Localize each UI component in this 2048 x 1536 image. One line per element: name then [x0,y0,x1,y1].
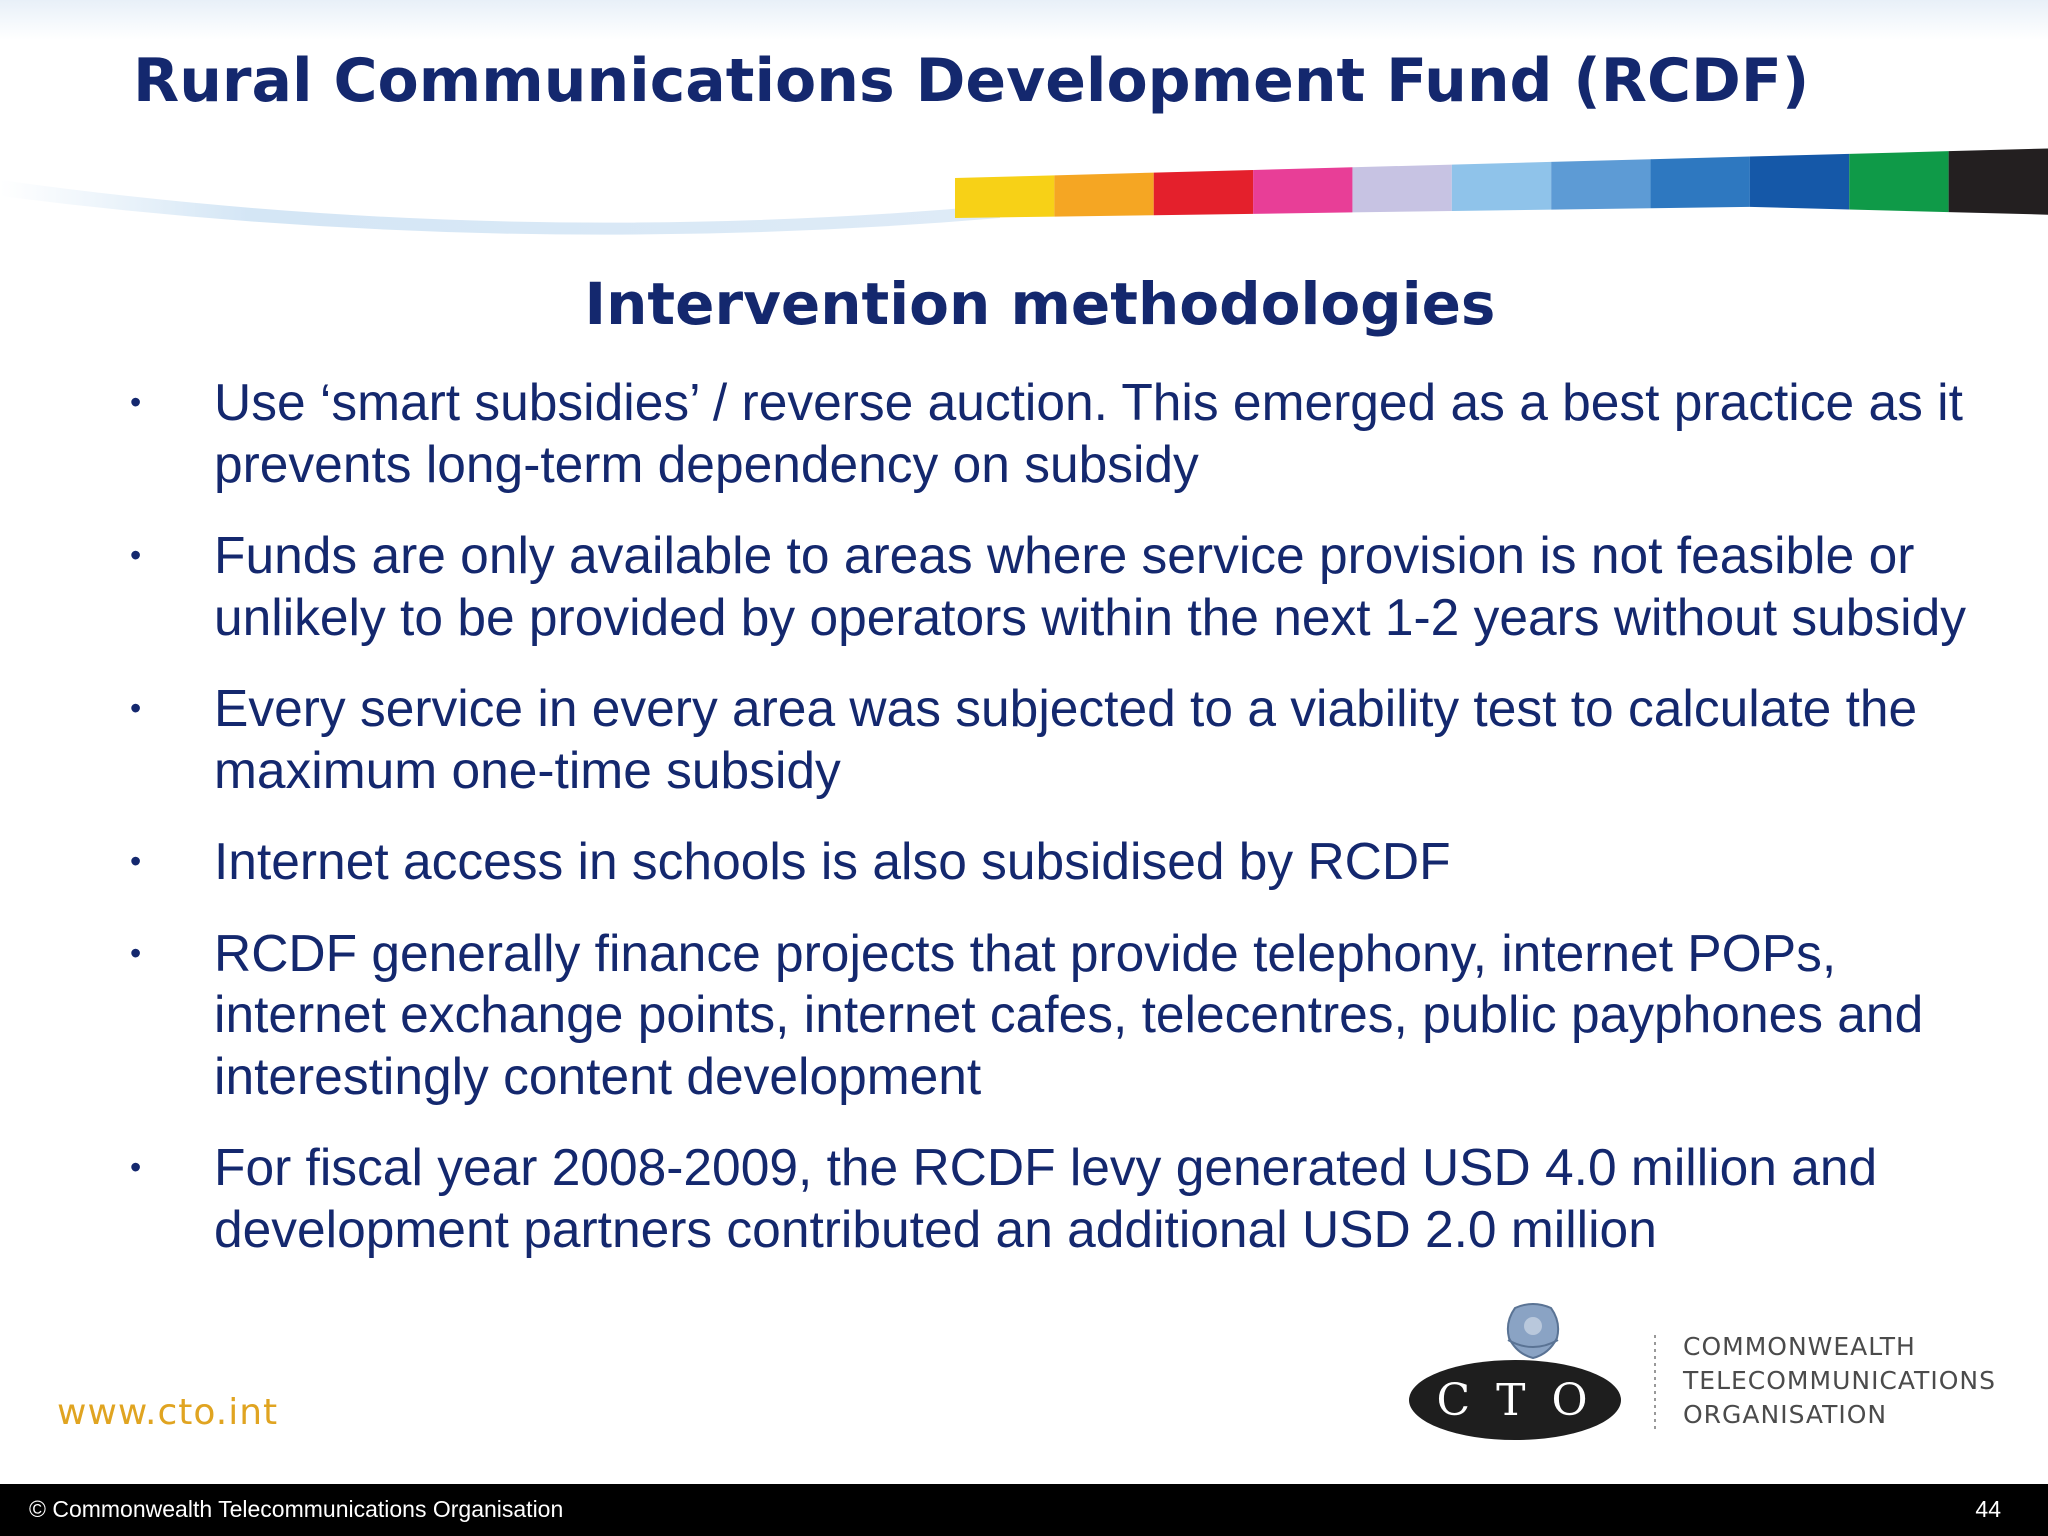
color-stripe-segment [1849,151,1948,212]
bullet-text: Internet access in schools is also subsidised by RCDF [214,832,1451,890]
bullet-item [130,372,1970,495]
color-stripe-segment [1054,173,1153,217]
color-stripe-segment [1452,162,1551,211]
bullet-text: RCDF generally finance projects that provide telephony, internet POPs, internet exchange points, internet cafes, telecentres, public payphones and interestingly content development [214,923,1924,1105]
bullet-dot: • [130,1149,142,1185]
bullet-dot: • [130,690,142,726]
bullet-item [130,831,1970,893]
color-stripe-segment [1651,157,1750,209]
swoosh-shape [0,180,1000,235]
page-number: 44 [1975,1496,2001,1522]
slide-subtitle: Intervention methodologies [584,270,1496,338]
footer-bar [0,1484,2048,1536]
color-stripe-segment [1253,167,1352,214]
footer-copyright: © Commonwealth Telecommunications Organisation [29,1496,564,1522]
slide-title: Rural Communications Development Fund (RCDF) [133,46,1810,116]
bullet-text: Use ‘smart subsidies’ / reverse auction. This emerged as a best practice as it prevents long-term dependency on subsidy [214,373,1963,493]
color-stripe-segment [1154,170,1253,215]
color-stripe-bar [955,148,2048,218]
org-name [1683,1330,1996,1432]
org-name-line: ORGANISATION [1683,1400,1888,1429]
bullet-item [130,678,1970,801]
bullet-dot: • [130,934,142,971]
bullet-item [130,525,1970,648]
color-stripe-segment [955,175,1054,218]
bullet-item [130,1137,1970,1260]
bullet-list [130,372,1970,1290]
bullet-text: For fiscal year 2008-2009, the RCDF levy generated USD 4.0 million and development partners contributed an additional USD 2.0 million [214,1138,1878,1258]
org-name-line: COMMONWEALTH [1683,1332,1916,1361]
bullet-item [130,923,1970,1108]
color-stripe-segment [1750,154,1849,210]
logo-text: C T O [1436,1375,1594,1426]
bullet-text: Every service in every area was subjected to a viability test to calculate the maximum one-time subsidy [214,679,1918,799]
bullet-dot: • [130,843,142,879]
bullet-dot: • [130,537,142,573]
bullet-dot: • [130,384,142,420]
website-link[interactable]: www.cto.int [57,1392,279,1433]
color-stripe-segment [1551,159,1650,209]
org-name-line: TELECOMMUNICATIONS [1683,1366,1996,1395]
crest-icon [1508,1304,1558,1358]
header-decoration [0,0,2048,250]
color-stripe-segment [1949,148,2048,214]
bullet-text: Funds are only available to areas where service provision is not feasible or unlikely to be provided by operators within the next 1-2 years without subsidy [214,526,1966,646]
color-stripe-segment [1352,165,1451,213]
